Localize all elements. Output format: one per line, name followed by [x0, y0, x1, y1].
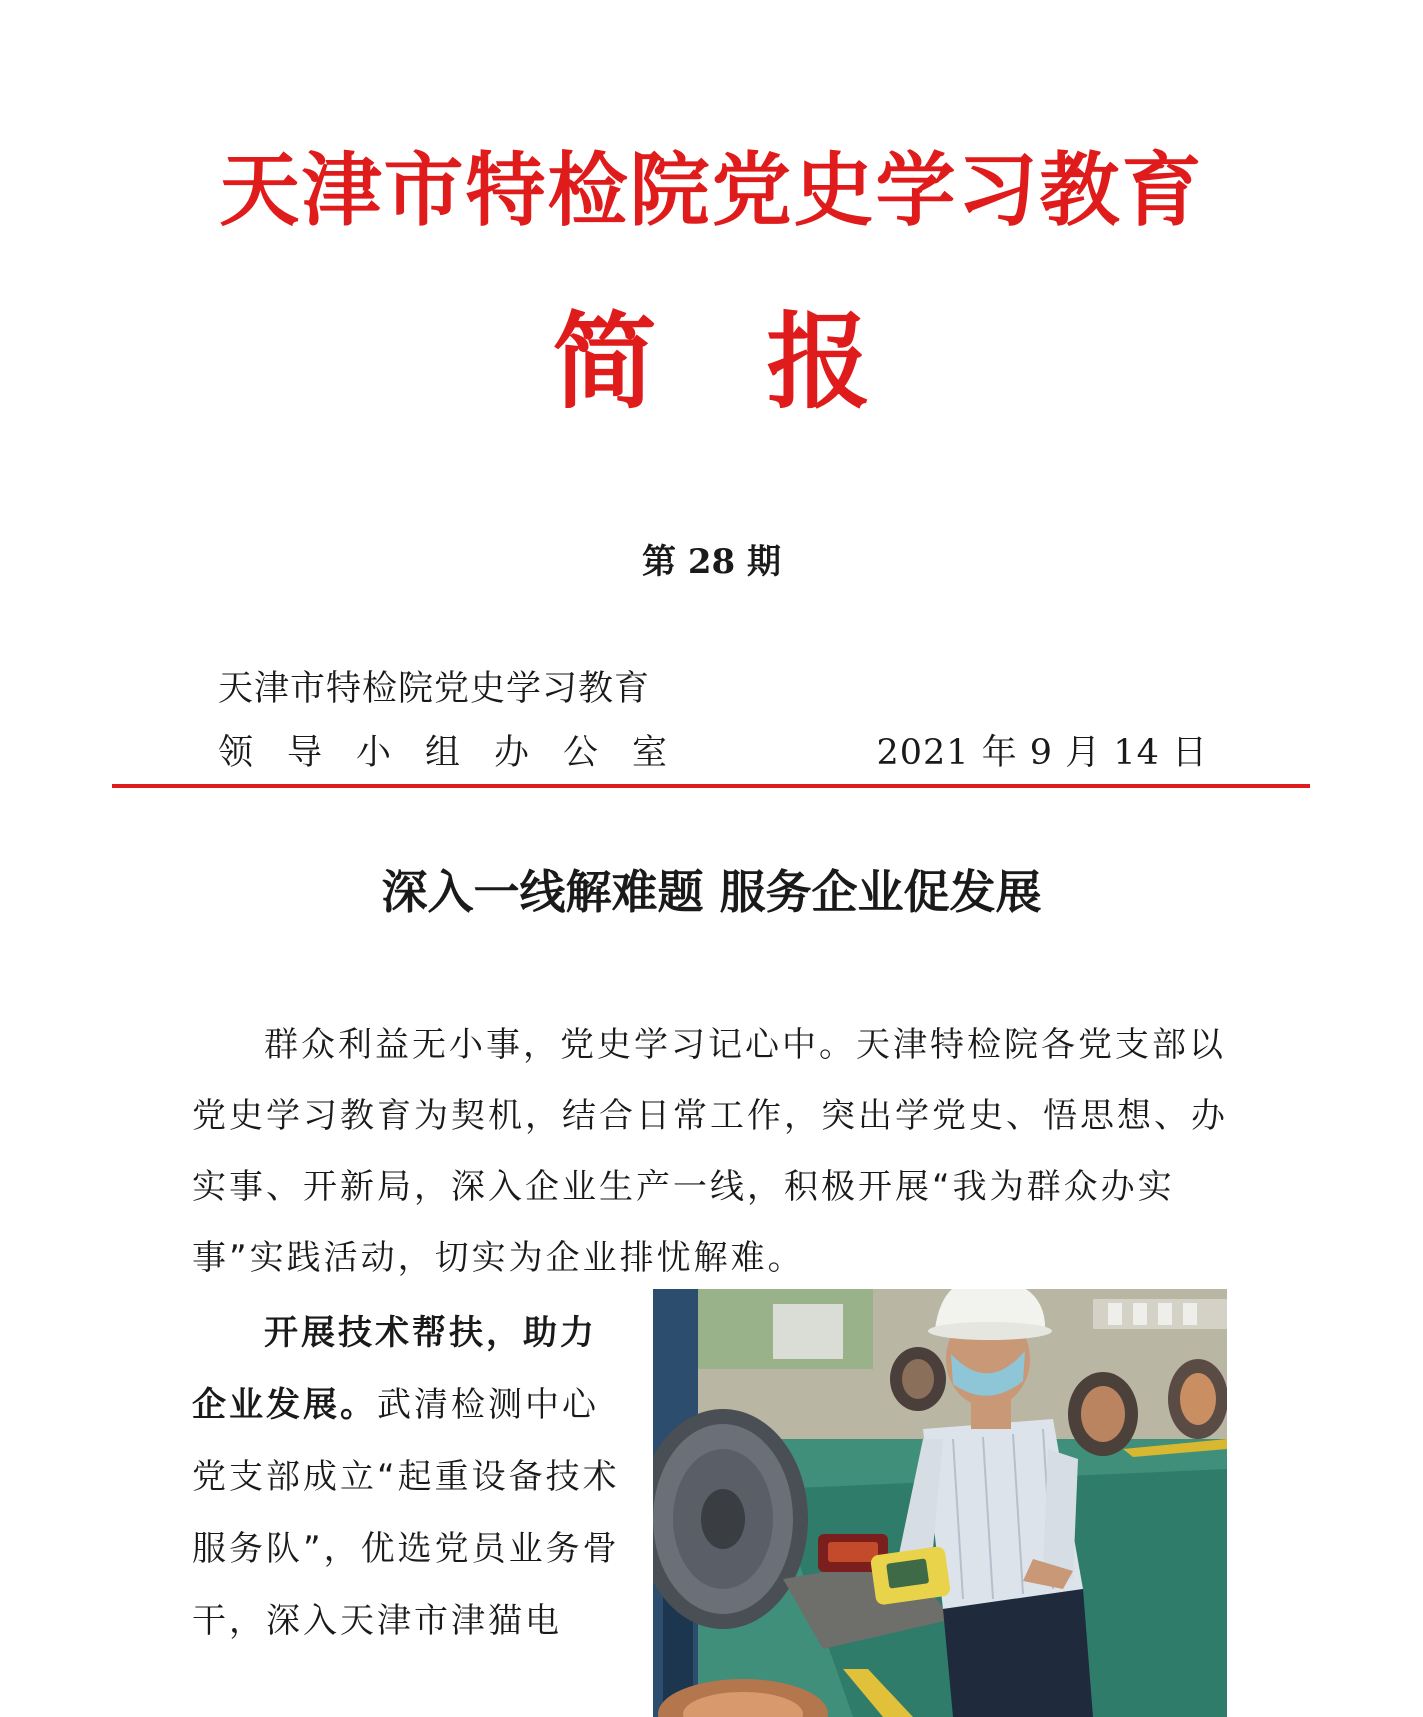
bulletin-subtitle: 简报 [552, 300, 981, 423]
issuer-line-2: 领导小组办公室 [218, 733, 702, 773]
bulletin-title: 天津市特检院党史学习教育 [219, 143, 1204, 237]
red-divider-line [112, 784, 1310, 788]
paragraph-2-body: 武清检测中心党支部成立“起重设备技术服务队”，优选党员业务骨干，深入天津市津猫电 [192, 1385, 620, 1641]
article-title: 深入一线解难题 服务企业促发展 [381, 865, 1042, 919]
article-paragraph-1: 群众利益无小事，党史学习记心中。天津特检院各党支部以党史学习教育为契机，结合日常工作，突出学党史、悟思想、办实事、开新局，深入企业生产一线，积极开展“我为群众办实事”实践活动，切实为企业排忧解难。 [192, 1025, 1228, 1278]
paragraph-2-lead: 开展技术帮扶，助力企业发展。 [192, 1313, 597, 1425]
issue-date: 2021 年 9 月 14 日 [876, 733, 1208, 773]
issuer-line-1: 天津市特检院党史学习教育 [218, 669, 651, 709]
inspection-photo [653, 1289, 1227, 1717]
article-paragraph-2 [192, 1297, 632, 1657]
issue-number: 第 28 期 [642, 542, 781, 582]
